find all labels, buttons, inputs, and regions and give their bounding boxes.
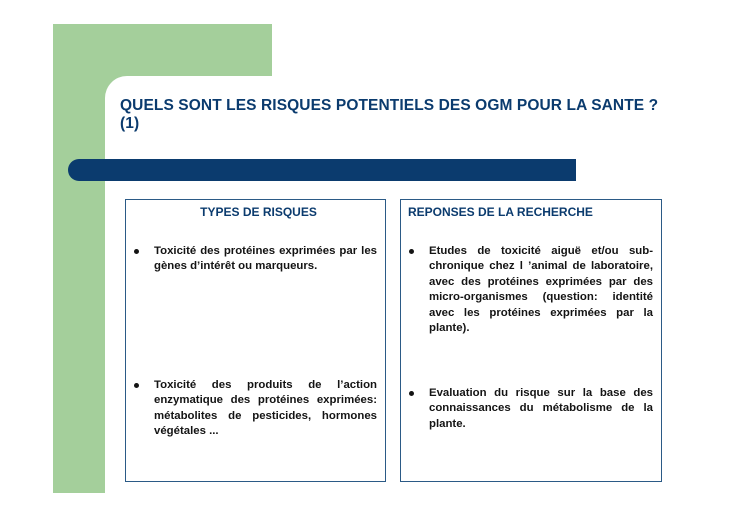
bullet-icon	[134, 383, 139, 388]
bullet-icon	[409, 391, 414, 396]
response-item-text: Etudes de toxicité aiguë et/ou sub-chronique chez l ’animal de laboratoire, avec des protéines exprimées par des micro-organismes (question: identité avec les protéines exprimées par la plante).	[429, 245, 653, 335]
research-responses-header: REPONSES DE LA RECHERCHE	[408, 205, 593, 219]
title-divider-bar	[68, 159, 576, 181]
slide-title: QUELS SONT LES RISQUES POTENTIELS DES OGM POUR LA SANTE ? (1)	[120, 97, 659, 132]
response-item	[409, 244, 653, 336]
response-item	[409, 386, 653, 432]
risk-types-box	[125, 199, 386, 482]
risk-item	[134, 378, 377, 440]
risk-item-text: Toxicité des protéines exprimées par les gènes d’intérêt ou marqueurs.	[154, 245, 377, 273]
risk-item	[134, 244, 377, 275]
risk-item-text: Toxicité des produits de l’action enzymatique des protéines exprimées: métabolites de pesticides, hormones végétales ...	[154, 379, 377, 438]
response-item-text: Evaluation du risque sur la base des connaissances du métabolisme de la plante.	[429, 387, 653, 430]
risk-types-header: TYPES DE RISQUES	[200, 205, 317, 219]
bullet-icon	[134, 249, 139, 254]
research-responses-box	[400, 199, 662, 482]
bullet-icon	[409, 249, 414, 254]
